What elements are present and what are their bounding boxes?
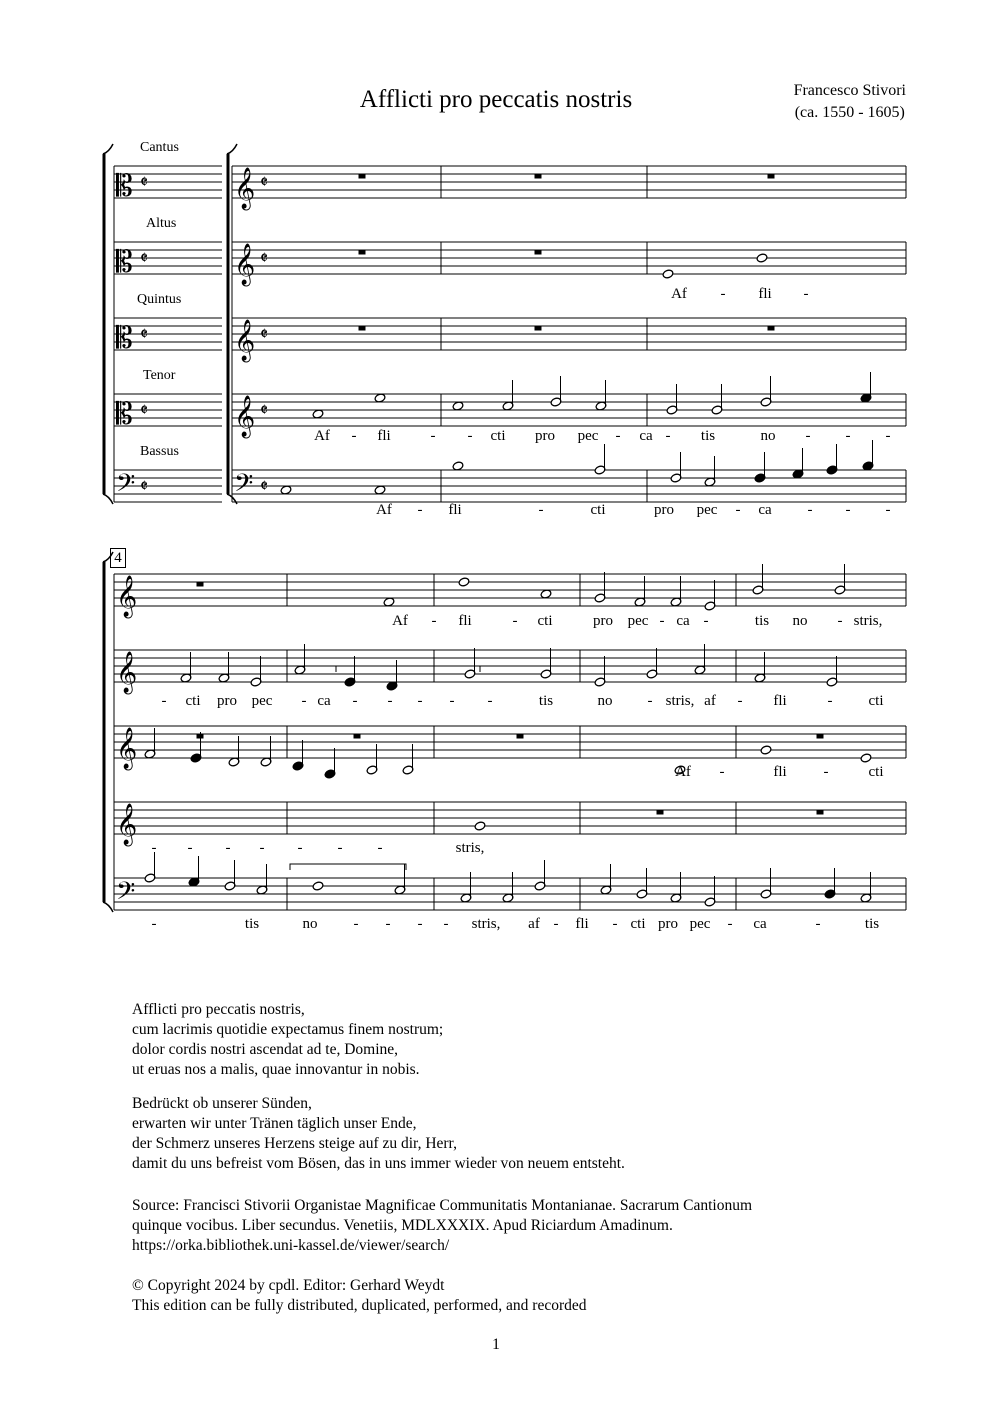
lyric-bassus: stris, [471, 916, 501, 932]
lyric-bassus: fli [448, 502, 462, 518]
bracket-hook [103, 494, 113, 504]
lyric-bassus: tis [864, 916, 880, 932]
time-signature: 𝄵 [260, 400, 269, 421]
lyric-tenor: - [337, 840, 343, 856]
lyric-altus: fli [758, 286, 772, 302]
lyric-tenor: - [297, 840, 303, 856]
lyric-tenor: - [259, 840, 265, 856]
time-signature: 𝄵 [140, 400, 149, 421]
rest [768, 326, 774, 330]
lyric-bassus: - [885, 502, 891, 518]
lyric-altus: - [827, 693, 833, 709]
lyric-cantus: - [837, 613, 843, 629]
lyric-tenor: no [760, 428, 776, 444]
lyric-altus: - [161, 693, 167, 709]
lyric-altus: - [301, 693, 307, 709]
time-signature: 𝄵 [140, 476, 149, 497]
lyric-altus: cti [868, 693, 884, 709]
lyric-altus: - [737, 693, 743, 709]
lyric-tenor: - [615, 428, 621, 444]
lyric-bassus: Af [376, 502, 392, 518]
lyric-tenor: stris, [455, 840, 485, 856]
lyric-cantus: pro [593, 613, 613, 629]
note-head [662, 269, 674, 279]
g-clef: 𝄞 [234, 320, 256, 361]
rest [535, 250, 541, 254]
rest [359, 250, 365, 254]
rest [817, 810, 823, 814]
bracket-hook [227, 144, 237, 154]
german-line: Bedrückt ob unserer Sünden, [132, 1095, 312, 1112]
voice-name-bassus: Bassus [140, 444, 179, 459]
lyric-bassus: tis [244, 916, 260, 932]
lyric-quintus: - [823, 764, 829, 780]
lyric-tenor: - [351, 428, 357, 444]
latin-line: ut eruas nos a malis, quae innovantur in nobis. [132, 1061, 420, 1078]
time-signature: 𝄵 [140, 172, 149, 193]
score-staff-lines [114, 166, 906, 910]
rest [768, 174, 774, 178]
lyric-bassus: - [845, 502, 851, 518]
lyric-tenor: - [225, 840, 231, 856]
g-clef: 𝄞 [234, 168, 256, 209]
rest [359, 174, 365, 178]
time-signature: 𝄵 [260, 324, 269, 345]
copyright-line: This edition can be fully distributed, duplicated, performed, and recorded [132, 1297, 587, 1314]
lyric-cantus: - [431, 613, 437, 629]
lyric-altus: no [597, 693, 613, 709]
lyric-bassus: pec [689, 916, 711, 932]
ligature-bracket [336, 666, 480, 672]
lyric-bassus: pro [658, 916, 678, 932]
lyric-altus: fli [773, 693, 787, 709]
time-signature: 𝄵 [140, 324, 149, 345]
note-head [474, 821, 486, 831]
lyric-cantus: ca [676, 613, 690, 629]
copyright-text [132, 1276, 587, 1316]
lyric-cantus: - [659, 613, 665, 629]
german-line: der Schmerz unseres Herzens steige auf zu dir, Herr, [132, 1135, 457, 1152]
g-clef: 𝄞 [116, 576, 138, 617]
lyric-cantus: tis [754, 613, 770, 629]
time-signature: 𝄵 [140, 248, 149, 269]
lyric-altus: stris, [665, 693, 695, 709]
composer-name: Francesco Stivori [793, 82, 906, 99]
lyric-bassus: - [353, 916, 359, 932]
lyric-altus: pro [217, 693, 237, 709]
latin-line: dolor cordis nostri ascendat ad te, Domine, [132, 1041, 399, 1058]
lyric-quintus: fli [773, 764, 787, 780]
lyric-altus: - [387, 693, 393, 709]
lyric-tenor: - [187, 840, 193, 856]
lyric-cantus: - [703, 613, 709, 629]
f-clef: 𝄢 [116, 469, 136, 504]
lyric-bassus: pro [654, 502, 674, 518]
source-line: Source: Francisci Stivorii Organistae Magnificae Communitatis Montanianae. Sacrarum Cantionum [132, 1197, 753, 1214]
lyric-altus: cti [185, 693, 201, 709]
lyric-altus: - [647, 693, 653, 709]
lyric-altus: af [704, 693, 716, 709]
lyric-bassus: ca [753, 916, 767, 932]
german-line: damit du uns befreist vom Bösen, das in uns immer wieder von neuem entsteht. [132, 1155, 625, 1172]
lyric-altus: - [803, 286, 809, 302]
lyric-tenor: - [665, 428, 671, 444]
voice-name-altus: Altus [146, 216, 177, 231]
lyric-bassus: - [553, 916, 559, 932]
note-head [860, 753, 872, 763]
lyric-tenor: - [151, 840, 157, 856]
f-clef: 𝄢 [234, 469, 254, 504]
lyric-cantus: - [512, 613, 518, 629]
voice-name-quintus: Quintus [137, 292, 182, 307]
ligature-bracket [290, 864, 406, 870]
lyric-bassus: cti [630, 916, 646, 932]
note-head [312, 881, 324, 891]
lyric-tenor: - [377, 840, 383, 856]
lyric-tenor: fli [377, 428, 391, 444]
latin-line: cum lacrimis quotidie expectamus finem nostrum; [132, 1021, 444, 1038]
page-title: Afflicti pro peccatis nostris [359, 86, 633, 113]
lyric-altus: ca [317, 693, 331, 709]
lyric-bassus: pec [696, 502, 718, 518]
bracket-hook [103, 902, 113, 912]
lyric-bassus: - [538, 502, 544, 518]
c-clef: 𝄡 [116, 169, 133, 204]
score-barlines [103, 144, 906, 912]
latin-text [132, 1000, 443, 1080]
rest [535, 174, 541, 178]
lyric-bassus: - [385, 916, 391, 932]
g-clef: 𝄞 [116, 804, 138, 845]
score-lyrics [152, 286, 891, 932]
lyric-cantus: stris, [853, 613, 883, 629]
lyric-quintus: - [719, 764, 725, 780]
note-head [760, 745, 772, 755]
source-line: quinque vocibus. Liber secundus. Venetiis, MDLXXXIX. Apud Riciardum Amadinum. [132, 1217, 673, 1234]
c-clef: 𝄡 [116, 397, 133, 432]
source-text [132, 1196, 752, 1256]
german-line: erwarten wir unter Tränen täglich unser Ende, [132, 1115, 417, 1132]
voice-name-cantus: Cantus [140, 140, 179, 155]
lyric-tenor: pec [577, 428, 599, 444]
g-clef: 𝄞 [234, 244, 256, 285]
lyric-bassus: - [417, 916, 423, 932]
lyric-bassus: - [735, 502, 741, 518]
c-clef: 𝄡 [116, 245, 133, 280]
lyric-cantus: pec [627, 613, 649, 629]
lyric-tenor: ca [639, 428, 653, 444]
lyric-bassus: - [612, 916, 618, 932]
lyric-bassus: fli [575, 916, 589, 932]
note-head [756, 253, 768, 263]
g-clef: 𝄞 [234, 396, 256, 437]
lyric-cantus: Af [392, 613, 408, 629]
lyric-bassus: - [807, 502, 813, 518]
note-head [458, 577, 470, 587]
lyric-bassus: - [417, 502, 423, 518]
lyric-tenor: Af [314, 428, 330, 444]
bracket-hook [103, 144, 113, 154]
g-clef: 𝄞 [116, 652, 138, 693]
lyric-bassus: - [443, 916, 449, 932]
lyric-tenor: tis [700, 428, 716, 444]
rest [657, 810, 663, 814]
latin-line: Afflicti pro peccatis nostris, [132, 1001, 305, 1018]
lyric-altus: - [352, 693, 358, 709]
lyric-bassus: - [815, 916, 821, 932]
rest [354, 734, 360, 738]
lyric-bassus: no [302, 916, 318, 932]
lyric-altus: - [417, 693, 423, 709]
lyric-tenor: - [885, 428, 891, 444]
lyric-bassus: ca [758, 502, 772, 518]
lyric-altus: - [449, 693, 455, 709]
lyric-cantus: fli [458, 613, 472, 629]
lyric-altus: pec [251, 693, 273, 709]
f-clef: 𝄢 [116, 877, 136, 912]
lyric-tenor: - [845, 428, 851, 444]
rest [817, 734, 823, 738]
lyric-tenor: pro [535, 428, 555, 444]
lyric-bassus: af [528, 916, 540, 932]
rest [517, 734, 523, 738]
c-clef: 𝄡 [116, 321, 133, 356]
lyric-altus: - [487, 693, 493, 709]
rest [197, 582, 203, 586]
lyric-altus: tis [538, 693, 554, 709]
time-signature: 𝄵 [260, 172, 269, 193]
lyric-quintus: Af [675, 764, 691, 780]
lyric-cantus: cti [537, 613, 553, 629]
page-number: 1 [492, 1336, 500, 1353]
source-line: https://orka.bibliothek.uni-kassel.de/viewer/search/ [132, 1237, 450, 1254]
g-clef: 𝄞 [116, 728, 138, 769]
lyric-bassus: - [151, 916, 157, 932]
copyright-line: © Copyright 2024 by cpdl. Editor: Gerhard Weydt [132, 1277, 445, 1294]
lyric-quintus: cti [868, 764, 884, 780]
rest [359, 326, 365, 330]
lyric-bassus: - [727, 916, 733, 932]
time-signature: 𝄵 [260, 476, 269, 497]
measure-number: 4 [110, 548, 126, 568]
lyric-tenor: - [430, 428, 436, 444]
lyric-bassus: cti [590, 502, 606, 518]
german-text [132, 1094, 625, 1174]
bracket-hook [103, 552, 113, 562]
composer-dates: (ca. 1550 - 1605) [794, 104, 905, 121]
score-clefs [116, 167, 268, 912]
lyric-tenor: cti [490, 428, 506, 444]
lyric-tenor: - [467, 428, 473, 444]
lyric-altus: Af [671, 286, 687, 302]
voice-name-tenor: Tenor [143, 368, 176, 383]
lyric-cantus: no [792, 613, 808, 629]
lyric-altus: - [720, 286, 726, 302]
lyric-tenor: - [805, 428, 811, 444]
rest [535, 326, 541, 330]
time-signature: 𝄵 [260, 248, 269, 269]
